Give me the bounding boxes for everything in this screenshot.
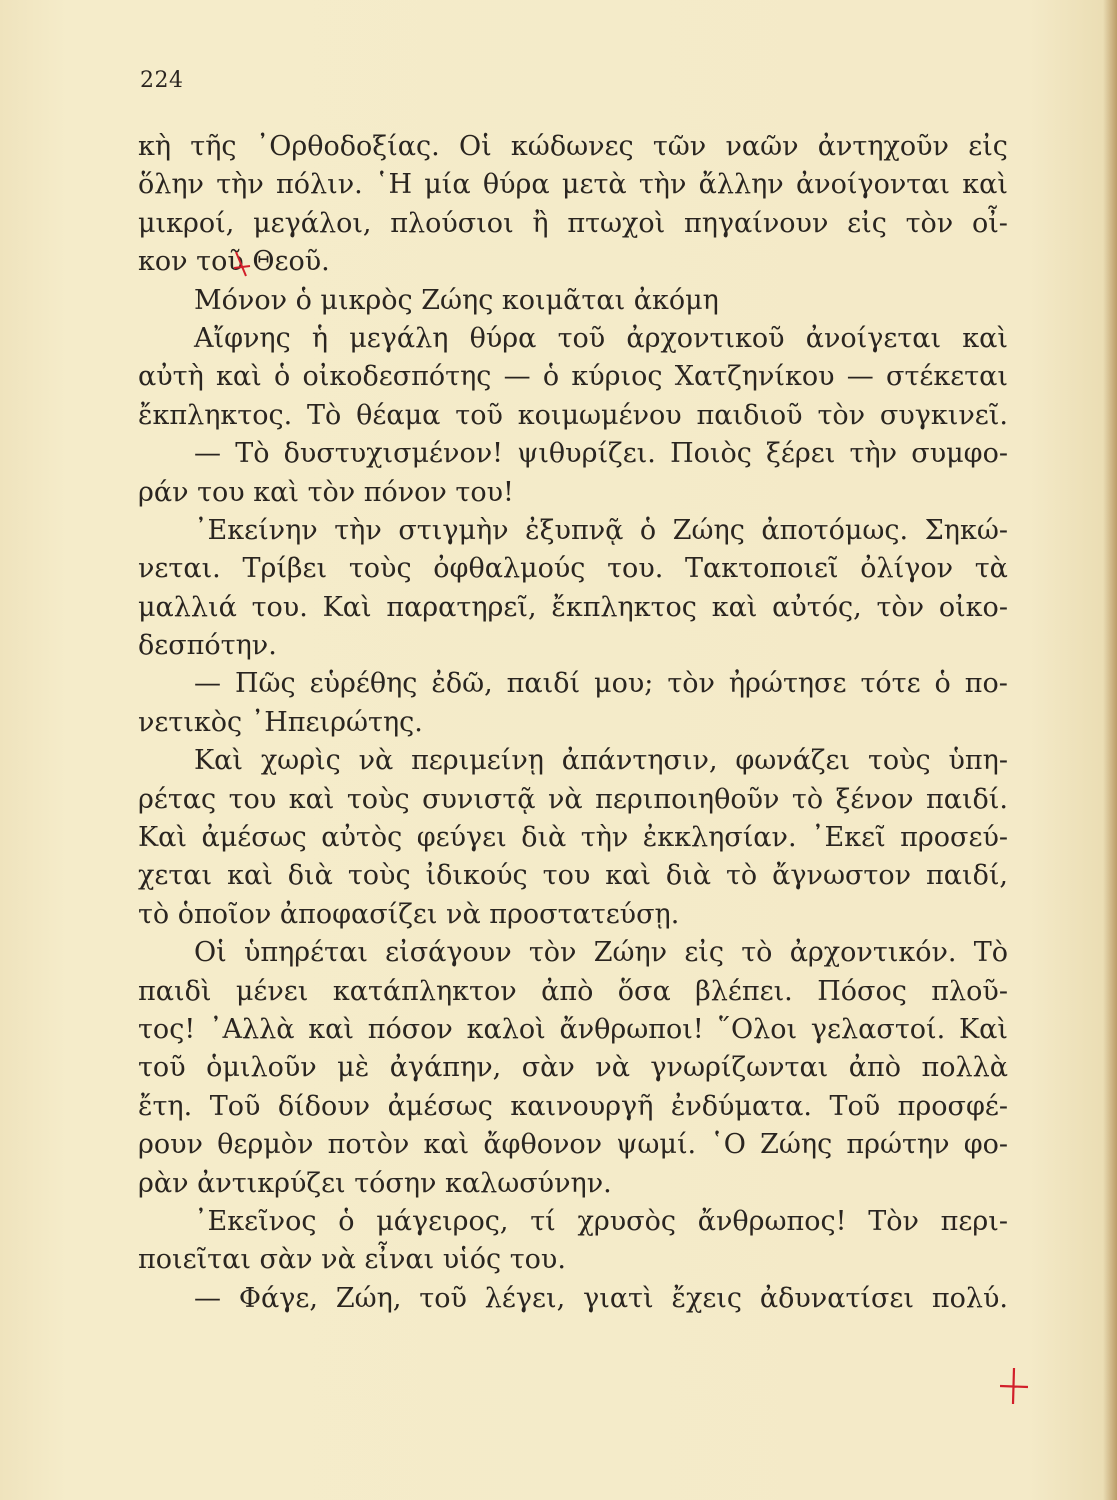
text-word: ὀλίγον	[860, 553, 954, 585]
text-word: παιδί,	[926, 860, 1008, 892]
text-word: του	[228, 783, 277, 815]
text-word: τὴν	[334, 514, 382, 546]
text-word: Χατζηνίκου	[674, 361, 835, 393]
text-word: χρυσὸς	[577, 1205, 676, 1237]
text-word: τὸν	[905, 207, 954, 239]
text-word: Οἱ	[458, 131, 492, 162]
text-word: Καὶ	[322, 591, 372, 623]
text-line	[138, 166, 1008, 204]
text-line	[138, 589, 1008, 627]
text-word: του.	[607, 553, 664, 585]
text-word: ρέτας	[138, 783, 217, 815]
text-line	[138, 819, 1008, 857]
text-word: ὁ	[639, 514, 657, 546]
text-line-content: δεσπότην.	[138, 630, 277, 662]
text-word: ἄνθρωποι!	[559, 1013, 704, 1045]
text-word: παιδὶ	[138, 975, 212, 1007]
text-word: ἄλλην	[698, 169, 784, 201]
text-word: ὁ	[934, 668, 951, 700]
text-line	[138, 665, 1008, 703]
text-word: εἰς	[968, 131, 1008, 162]
text-word: καλοὶ	[466, 1013, 546, 1045]
text-word: φο-	[963, 1129, 1008, 1161]
text-word: αὐτὴ	[138, 361, 204, 393]
text-word: ἀπάντησιν,	[561, 745, 718, 777]
text-line-content: νετικὸς ᾿Ηπειρώτης.	[138, 706, 423, 738]
text-word: Ζώης	[672, 514, 745, 546]
text-word: τοῦ	[138, 1052, 186, 1084]
text-word: Τὸ	[307, 399, 342, 431]
text-word: τὴν	[849, 438, 898, 470]
text-word: τος!	[138, 1013, 196, 1045]
text-word: περιμείνῃ	[411, 745, 544, 777]
text-word: ὁμιλοῦν	[206, 1052, 317, 1084]
text-word: ἄνθρωπος!	[697, 1205, 847, 1237]
page-number: 224	[140, 68, 184, 93]
text-word: πτωχοὶ	[567, 207, 666, 239]
text-word: τότε	[860, 668, 921, 700]
text-word: Τὸν	[868, 1205, 919, 1237]
text-word: τὸν	[817, 399, 866, 431]
text-word: οἰκο-	[938, 591, 1008, 623]
text-word: δυστυχισμένον!	[283, 438, 503, 470]
text-line	[138, 742, 1008, 780]
text-word: Πῶς	[234, 668, 296, 700]
text-word: ἀμέσως	[387, 1090, 493, 1122]
text-word: Καὶ	[194, 745, 243, 777]
text-word: λέγει,	[484, 1282, 566, 1314]
text-word: θέαμα	[356, 399, 441, 431]
text-word: πόσον	[367, 1013, 453, 1045]
text-line	[138, 781, 1008, 819]
text-word: Σηκώ-	[924, 514, 1008, 546]
text-word: ᾿Ορθοδοξίας.	[255, 131, 440, 162]
text-word: ἰδικούς	[425, 860, 528, 892]
text-word: καὶ	[605, 860, 651, 892]
text-word: συνιστᾷ	[422, 783, 536, 815]
text-line	[138, 627, 1008, 665]
text-word: ἀρχοντικόν.	[789, 937, 957, 969]
text-word: περιποιηθοῦν	[595, 783, 780, 815]
text-word: Αἴφνης	[194, 322, 291, 354]
text-word: καὶ	[711, 591, 758, 623]
text-word: πλοῦ-	[931, 975, 1008, 1007]
text-word: νὰ	[358, 745, 394, 777]
text-word: παιδί	[506, 668, 581, 700]
text-word: τοῦ	[557, 322, 606, 354]
text-word: μαλλιά	[138, 591, 237, 623]
text-word: τὴν	[216, 169, 264, 201]
text-word: ἀποτόμως.	[761, 514, 909, 546]
page-edge-shadow	[1103, 0, 1117, 1500]
text-line	[138, 282, 1008, 320]
text-word: πολύ.	[931, 1282, 1008, 1314]
text-word: ποτὸν	[327, 1129, 410, 1161]
text-word: νὰ	[595, 1052, 630, 1084]
text-word: Τακτοποιεῖ	[685, 553, 839, 585]
text-word: μεγάλη	[349, 322, 449, 354]
text-word: ἢ	[532, 207, 549, 239]
text-word: πο-	[964, 668, 1008, 700]
text-word: κατάπληκτον	[332, 975, 517, 1007]
text-word: ῞Ολοι	[717, 1013, 798, 1045]
text-word: μὲ	[337, 1052, 370, 1084]
text-word: στέκεται	[886, 361, 1008, 393]
text-word: —	[194, 438, 221, 470]
text-word: καὶ	[962, 169, 1008, 201]
text-word: μάγειρος,	[376, 1205, 509, 1237]
text-word: ἄγνωστον	[772, 860, 912, 892]
text-word: του	[542, 860, 591, 892]
text-word: —	[503, 361, 531, 393]
text-line	[138, 1088, 1008, 1126]
text-word: Ποιὸς	[670, 438, 752, 470]
text-line	[138, 973, 1008, 1011]
text-word: Ζώη,	[335, 1282, 402, 1314]
text-word: παιδί.	[925, 783, 1008, 815]
text-line	[138, 857, 1008, 895]
text-word: ἀπὸ	[541, 975, 594, 1007]
text-word: ἄφθονον	[483, 1129, 603, 1161]
text-word: ψιθυρίζει.	[517, 438, 656, 470]
text-line-content: ρὰν ἀντικρύζει τόσην καλωσύνην.	[138, 1167, 612, 1199]
text-word: ᾿Αλλὰ	[208, 1013, 295, 1045]
text-word: πλούσιοι	[390, 207, 514, 239]
text-word: θερμὸν	[217, 1129, 314, 1161]
text-line	[138, 896, 1008, 934]
text-word: καινουργῆ	[510, 1090, 654, 1122]
text-line-content: Μόνον ὁ μικρὸς Ζώης κοιμᾶται ἀκόμη	[194, 284, 719, 316]
text-word: καὶ	[423, 1129, 470, 1161]
text-word: ἀδυνατίσει	[759, 1282, 914, 1314]
text-line	[138, 512, 1008, 550]
text-word: καὶ	[288, 783, 335, 815]
text-line	[138, 358, 1008, 396]
text-word: διὰ	[521, 822, 567, 854]
text-line	[138, 397, 1008, 435]
text-word: ὀφθαλμούς	[433, 553, 586, 585]
text-word: ἔχεις	[671, 1282, 743, 1314]
text-word: μία	[424, 169, 471, 201]
text-word: Καὶ	[958, 1013, 1008, 1045]
text-word: ὑπηρέται	[243, 937, 368, 969]
text-word: ἡ	[311, 322, 329, 354]
text-word: μένει	[235, 975, 309, 1007]
text-word: παρατηρεῖ,	[386, 591, 537, 623]
text-word: ῾Ο	[710, 1129, 746, 1161]
text-line	[138, 1049, 1008, 1087]
text-word: αὐτός,	[772, 591, 862, 623]
text-word: ἔκπληκτος	[551, 591, 697, 623]
text-word: ξέρει	[766, 438, 836, 470]
text-word: τοῦ	[455, 399, 503, 431]
text-word: οἶ-	[971, 207, 1008, 239]
text-word: αὐτὸς	[321, 822, 403, 854]
text-word: ναῶν	[725, 131, 799, 162]
text-line	[138, 320, 1008, 358]
text-word: μου;	[594, 668, 654, 700]
text-word: ἀμέσως	[201, 822, 307, 854]
text-word: ἀγάπην,	[389, 1052, 502, 1084]
text-word: τοὺς	[867, 745, 931, 777]
text-word: Οἱ	[194, 937, 227, 969]
text-word: Τοῦ	[209, 1090, 261, 1122]
text-word: καὶ	[227, 860, 273, 892]
text-word: πρώτην	[846, 1129, 950, 1161]
text-line	[138, 1241, 1008, 1279]
text-word: φωνάζει	[735, 745, 851, 777]
text-word: διὰ	[287, 860, 333, 892]
text-word: ᾿Εκεῖ	[811, 822, 886, 854]
text-word: —	[846, 361, 874, 393]
text-word: Τὸ	[235, 438, 270, 470]
text-line	[138, 934, 1008, 972]
text-line-content: τὸ ὁποῖον ἀποφασίζει νὰ προστατεύσῃ.	[138, 898, 680, 930]
text-word: φεύγει	[416, 822, 507, 854]
text-word: μικροί,	[138, 207, 235, 239]
text-word: πόλιν.	[276, 169, 363, 201]
text-word: ἐδῶ,	[431, 668, 493, 700]
text-word: τὸ	[725, 860, 758, 892]
text-line-content: ποιεῖται σὰν νὰ εἶναι υἱός του.	[138, 1244, 566, 1276]
text-word: σὰν	[521, 1052, 575, 1084]
text-word: νεται.	[138, 553, 221, 585]
text-line	[138, 243, 1008, 281]
text-word: συμφο-	[911, 438, 1008, 470]
text-word: γνωρίζωνται	[650, 1052, 829, 1084]
text-word: καὶ	[308, 1013, 354, 1045]
text-word: ἐξυπνᾷ	[525, 514, 624, 546]
text-word: παιδιοῦ	[696, 399, 803, 431]
text-word: ὑπη-	[948, 745, 1008, 777]
text-word: τοὺς	[346, 783, 410, 815]
text-word: κὴ	[138, 131, 172, 162]
text-word: ἔτη.	[138, 1090, 193, 1122]
text-word: κοιμωμένου	[517, 399, 682, 431]
text-word: θύρα	[469, 322, 537, 354]
text-line	[138, 205, 1008, 243]
text-word: πολλὰ	[921, 1052, 1008, 1084]
text-word: στιγμὴν	[398, 514, 509, 546]
text-word: ἀνοίγονται	[795, 169, 951, 201]
text-word: Τοῦ	[829, 1090, 881, 1122]
text-word: τὰ	[974, 553, 1008, 585]
text-line	[138, 1126, 1008, 1164]
body-text	[138, 128, 1008, 1318]
text-word: Πόσος	[817, 975, 907, 1007]
text-line	[138, 550, 1008, 588]
text-word: καὶ	[962, 322, 1008, 354]
text-word: ξένον	[835, 783, 914, 815]
text-word: του.	[251, 591, 308, 623]
text-word: ἐκκλησίαν.	[642, 822, 797, 854]
text-word: προσεύ-	[900, 822, 1008, 854]
text-word: καὶ	[216, 361, 262, 393]
text-word: διὰ	[665, 860, 711, 892]
text-word: εἰς	[684, 937, 725, 969]
text-word: περι-	[940, 1205, 1008, 1237]
text-line	[138, 128, 1008, 166]
text-word: ἠρώτησε	[728, 668, 847, 700]
text-word: ὁ	[338, 1205, 355, 1237]
text-word: εἰς	[847, 207, 887, 239]
text-word: ὁ	[273, 361, 291, 393]
text-word: ἀνοίγεται	[805, 322, 942, 354]
text-word: χωρὶς	[260, 745, 341, 777]
red-annotation-mark-small	[230, 248, 254, 282]
text-word: κύριος	[571, 361, 663, 393]
text-word: —	[194, 1282, 221, 1314]
text-word: τοὺς	[347, 860, 411, 892]
text-word: τὸν	[667, 668, 715, 700]
text-word: βλέπει.	[695, 975, 793, 1007]
text-word: χεται	[138, 860, 213, 892]
text-line-content: ράν του καὶ τὸν πόνον του!	[138, 476, 514, 508]
text-word: νὰ	[548, 783, 583, 815]
text-word: μετὰ	[561, 169, 627, 201]
text-word: ᾿Εκείνην	[194, 514, 318, 546]
text-word: τῶν	[652, 131, 707, 162]
text-word: εὑρέθης	[309, 668, 418, 700]
text-word: πηγαίνουν	[684, 207, 829, 239]
text-word: ὁ	[542, 361, 560, 393]
text-word: θύρα	[482, 169, 550, 201]
text-line	[138, 1165, 1008, 1203]
text-word: τὸ	[791, 783, 824, 815]
text-word: ψωμί.	[616, 1129, 697, 1161]
red-annotation-cross	[1000, 1366, 1028, 1406]
text-word: τοὺς	[348, 553, 412, 585]
text-word: τὴν	[638, 169, 687, 201]
text-word: γιατὶ	[583, 1282, 654, 1314]
text-line	[138, 435, 1008, 473]
text-word: τὸ	[741, 937, 773, 969]
text-word: οἰκοδεσπότης	[302, 361, 492, 393]
text-word: εἰσάγουν	[385, 937, 512, 969]
text-word: τὴν	[580, 822, 629, 854]
text-word: ῾Η	[374, 169, 412, 201]
text-word: ἀπὸ	[848, 1052, 901, 1084]
text-line-content: κον τοῦ Θεοῦ.	[138, 246, 330, 278]
text-word: ὅσα	[617, 975, 671, 1007]
text-word: ἐνδύματα.	[670, 1090, 812, 1122]
text-word: τὸν	[876, 591, 925, 623]
text-word: Τὸ	[973, 937, 1008, 969]
text-word: ἀρχοντικοῦ	[626, 322, 785, 354]
text-word: Φάγε,	[238, 1282, 318, 1314]
text-word: τί	[530, 1205, 556, 1237]
text-word: μεγάλοι,	[253, 207, 372, 239]
text-word: ρουν	[138, 1129, 203, 1161]
text-word: Καὶ	[138, 822, 187, 854]
text-word: —	[194, 668, 221, 700]
text-word: γελαστοί.	[810, 1013, 946, 1045]
text-word: τὸν	[528, 937, 577, 969]
text-word: Τρίβει	[242, 553, 328, 585]
text-word: τῆς	[190, 131, 237, 162]
text-line	[138, 474, 1008, 512]
text-line	[138, 1203, 1008, 1241]
text-word: ᾿Εκεῖνος	[194, 1205, 317, 1237]
text-word: συγκινεῖ.	[879, 399, 1008, 431]
text-word: δίδουν	[277, 1090, 371, 1122]
text-word: Ζώην	[593, 937, 668, 969]
text-word: ἔκπληκτος.	[138, 399, 293, 431]
text-line	[138, 1280, 1008, 1318]
text-word: κώδωνες	[510, 131, 634, 162]
text-word: ἀντηχοῦν	[817, 131, 949, 162]
text-line	[138, 704, 1008, 742]
text-word: προσφέ-	[897, 1090, 1008, 1122]
text-word: τοῦ	[419, 1282, 467, 1314]
text-word: Ζώης	[760, 1129, 833, 1161]
text-word: ὅλην	[138, 169, 204, 201]
text-line	[138, 1011, 1008, 1049]
